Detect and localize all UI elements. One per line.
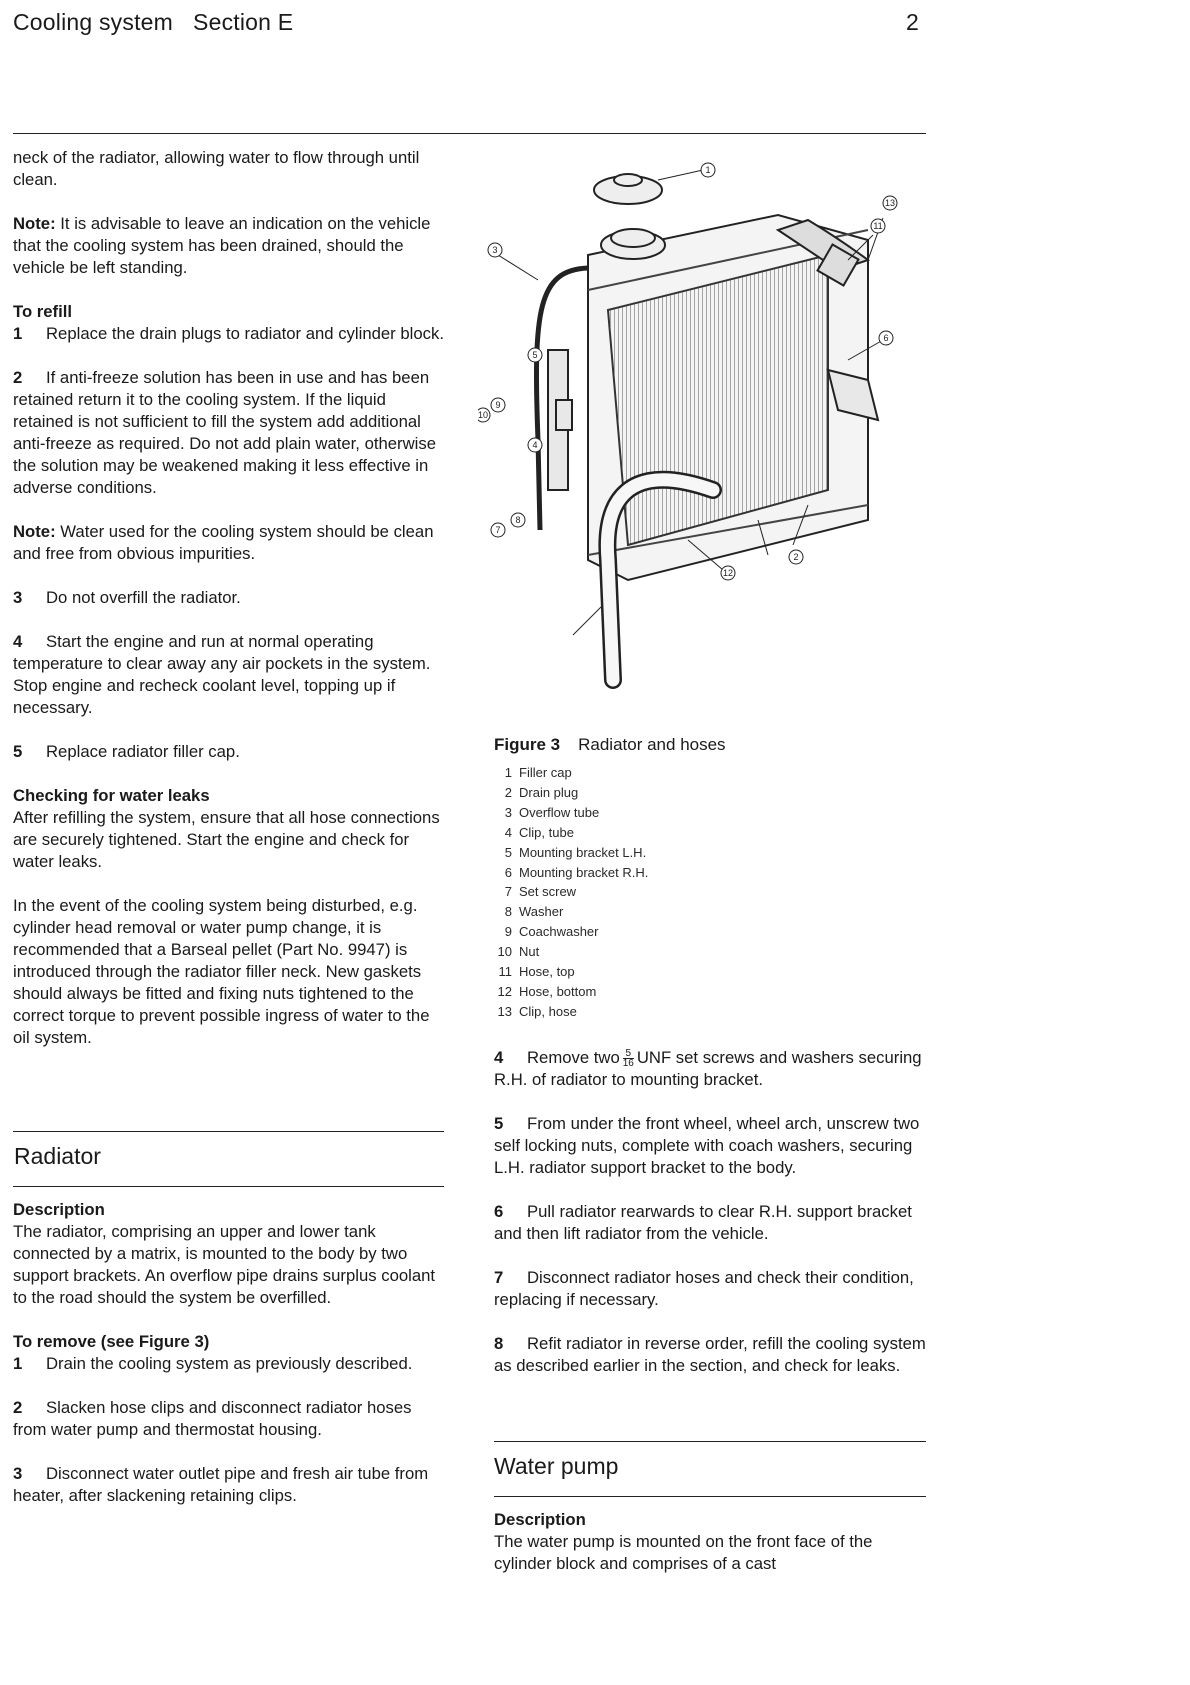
legend-number: 7 xyxy=(504,884,512,900)
remove-step xyxy=(13,1353,446,1375)
intro-paragraph: neck of the radiator, allowing water to flow through until clean. xyxy=(13,148,420,189)
radiator-section-title: Radiator xyxy=(14,1143,101,1169)
figure-caption xyxy=(494,735,726,755)
remove-heading-suffix: ) xyxy=(203,1332,210,1351)
refill-heading: To refill xyxy=(13,302,73,321)
legend-number: 10 xyxy=(497,944,512,960)
remove-step xyxy=(13,1463,446,1507)
remove-step xyxy=(494,1201,934,1245)
chapter-title: Cooling system xyxy=(13,9,174,35)
legend-number: 8 xyxy=(504,904,512,920)
legend-item xyxy=(492,843,648,863)
wp-description-paragraph: The water pump is mounted on the front face of the cylinder block and comprises of a cast xyxy=(494,1532,873,1573)
step-number: 2 xyxy=(13,1398,23,1417)
step-text: Disconnect radiator hoses and check their condition, replacing if necessary. xyxy=(494,1268,914,1309)
mounting-bracket-lh xyxy=(548,350,572,490)
legend-text: Clip, hose xyxy=(519,1003,577,1019)
legend-text: Overflow tube xyxy=(519,804,600,820)
step-text: Drain the cooling system as previously described. xyxy=(46,1354,413,1373)
step-text: Start the engine and run at normal operating temperature to clear away any air pockets in the system. Stop engine and recheck coolant level, topping up if necessary. xyxy=(13,632,431,717)
step-number: 8 xyxy=(494,1334,504,1353)
wp-description-heading: Description xyxy=(494,1510,586,1529)
fraction xyxy=(623,1049,634,1068)
callout-4: 4 xyxy=(532,440,538,450)
legend-text: Mounting bracket R.H. xyxy=(519,864,649,880)
legend-item xyxy=(492,783,648,803)
legend-text: Clip, tube xyxy=(519,824,574,840)
figure-title: Radiator and hoses xyxy=(578,735,726,754)
step-text: UNF set screws and washers securing R.H. of radiator to mounting bracket. xyxy=(494,1048,922,1089)
fraction-numerator: 5 xyxy=(623,1049,634,1059)
legend-item xyxy=(492,942,648,962)
radiator-diagram xyxy=(478,160,938,720)
refill-step xyxy=(13,367,446,499)
barseal-paragraph: In the event of the cooling system being disturbed, e.g. cylinder head removal or water pump change, it is recommended that a Barseal pellet (Part No. 9947) is introduced through the radiator filler neck. New gaskets should always be fitted and fixing nuts tightened to the correct torque to prevent possible ingress of water to the oil system. xyxy=(13,896,430,1047)
note-label: Note: xyxy=(13,522,56,541)
legend-item xyxy=(492,902,648,922)
legend-number: 13 xyxy=(497,1003,512,1019)
left-column-lower xyxy=(13,1199,446,1529)
step-number: 6 xyxy=(494,1202,504,1221)
legend-item xyxy=(492,922,648,942)
figure-label: Figure 3 xyxy=(494,735,561,754)
water-pump-section-title: Water pump xyxy=(494,1453,619,1479)
callout-11: 11 xyxy=(873,221,883,231)
legend-text: Drain plug xyxy=(519,784,579,800)
figure-reference: Figure 3 xyxy=(138,1332,204,1351)
page-number: 2 xyxy=(906,9,919,35)
header-rule xyxy=(13,133,926,134)
legend-number: 2 xyxy=(504,784,512,800)
legend-item xyxy=(492,823,648,843)
legend-text: Coachwasher xyxy=(519,924,599,940)
figure-legend xyxy=(492,763,648,1022)
legend-item xyxy=(492,863,648,883)
callout-13: 13 xyxy=(884,198,896,208)
callout-5: 5 xyxy=(532,350,538,360)
legend-number: 12 xyxy=(497,983,512,999)
legend-number: 11 xyxy=(498,964,512,980)
step-text: Slacken hose clips and disconnect radiator hoses from water pump and thermostat housing. xyxy=(13,1398,412,1439)
note-label: Note: xyxy=(13,214,56,233)
note-paragraph xyxy=(13,521,446,565)
filler-cap-icon xyxy=(594,174,665,259)
legend-text: Hose, bottom xyxy=(519,983,597,999)
step-number: 5 xyxy=(494,1114,504,1133)
step-number: 3 xyxy=(13,1464,23,1483)
note-text: Water used for the cooling system should be clean and free from obvious impurities. xyxy=(13,522,434,563)
water-pump-rule-bottom xyxy=(494,1496,926,1497)
step-number: 4 xyxy=(13,632,23,651)
step-number: 1 xyxy=(13,324,23,343)
step-text: Do not overfill the radiator. xyxy=(46,588,241,607)
legend-number: 9 xyxy=(504,924,512,940)
legend-item xyxy=(492,1002,648,1022)
remove-step xyxy=(494,1047,934,1091)
step-number: 4 xyxy=(494,1048,504,1067)
step-text: Remove two xyxy=(527,1048,620,1067)
legend-number: 3 xyxy=(504,804,512,820)
legend-number: 6 xyxy=(504,864,512,880)
radiator-rule-top xyxy=(13,1131,444,1132)
step-number: 7 xyxy=(494,1268,504,1287)
note-paragraph xyxy=(13,213,446,279)
legend-number: 5 xyxy=(504,844,512,860)
step-text: If anti-freeze solution has been in use and has been retained return it to the cooling system. If the liquid retained is not sufficient to fill the system add additional anti-freeze as required. Do not add plain water, otherwise the solution may be weakened making it less effective in adverse conditions. xyxy=(13,368,436,497)
water-pump-rule-top xyxy=(494,1441,926,1442)
callout-10: 10 xyxy=(478,410,489,420)
remove-step xyxy=(494,1333,934,1377)
step-number: 1 xyxy=(13,1354,23,1373)
step-text: Replace the drain plugs to radiator and cylinder block. xyxy=(46,324,444,343)
step-text: From under the front wheel, wheel arch, unscrew two self locking nuts, complete with coach washers, securing L.H. radiator support bracket to the body. xyxy=(494,1114,920,1177)
radiator-rule-bottom xyxy=(13,1186,444,1187)
legend-item xyxy=(492,962,648,982)
callout-12: 12 xyxy=(722,568,734,578)
refill-step xyxy=(13,323,446,345)
page-header xyxy=(13,9,293,36)
callout-2: 2 xyxy=(793,552,799,562)
description-heading: Description xyxy=(13,1200,105,1219)
legend-item xyxy=(492,803,648,823)
legend-text: Washer xyxy=(519,904,564,920)
section-title: Section E xyxy=(193,9,294,35)
step-text: Pull radiator rearwards to clear R.H. support bracket and then lift radiator from the vehicle. xyxy=(494,1202,912,1243)
refill-step xyxy=(13,587,446,609)
right-column xyxy=(494,1047,934,1399)
left-column xyxy=(13,147,446,1071)
step-number: 5 xyxy=(13,742,23,761)
water-pump-block xyxy=(494,1509,934,1597)
legend-text: Mounting bracket L.H. xyxy=(519,844,647,860)
step-number: 3 xyxy=(13,588,23,607)
legend-text: Set screw xyxy=(519,884,577,900)
remove-step xyxy=(13,1397,446,1441)
legend-number: 1 xyxy=(504,765,512,780)
legend-item xyxy=(492,982,648,1002)
callout-8: 8 xyxy=(515,515,521,525)
legend-item xyxy=(492,882,648,902)
legend-number: 4 xyxy=(504,824,512,840)
fraction-denominator: 16 xyxy=(622,1058,634,1070)
callout-6: 6 xyxy=(883,333,889,343)
remove-heading xyxy=(13,1331,446,1353)
callout-9: 9 xyxy=(495,400,501,410)
remove-step xyxy=(494,1267,934,1311)
callout-7: 7 xyxy=(495,525,501,535)
remove-heading-prefix: To remove (see xyxy=(13,1332,139,1351)
legend-text: Nut xyxy=(519,944,540,960)
legend-item xyxy=(492,763,648,783)
refill-step xyxy=(13,741,446,763)
step-number: 2 xyxy=(13,368,23,387)
legend-text: Filler cap xyxy=(519,765,572,780)
step-text: Refit radiator in reverse order, refill the cooling system as described earlier in the section, and check for leaks. xyxy=(494,1334,926,1375)
leaks-heading: Checking for water leaks xyxy=(13,786,210,805)
callout-3: 3 xyxy=(492,245,498,255)
callout-1: 1 xyxy=(705,165,711,175)
note-text: It is advisable to leave an indication on the vehicle that the cooling system has been drained, should the vehicle be left standing. xyxy=(13,214,431,277)
legend-text: Hose, top xyxy=(519,964,575,980)
step-text: Disconnect water outlet pipe and fresh air tube from heater, after slackening retaining clips. xyxy=(13,1464,429,1505)
description-paragraph: The radiator, comprising an upper and lower tank connected by a matrix, is mounted to the body by two support brackets. An overflow pipe drains surplus coolant to the road should the system be overfilled. xyxy=(13,1222,436,1307)
leaks-paragraph: After refilling the system, ensure that all hose connections are securely tightened. Start the engine and check for water leaks. xyxy=(13,808,440,871)
step-text: Replace radiator filler cap. xyxy=(46,742,240,761)
refill-step xyxy=(13,631,446,719)
remove-step xyxy=(494,1113,934,1179)
